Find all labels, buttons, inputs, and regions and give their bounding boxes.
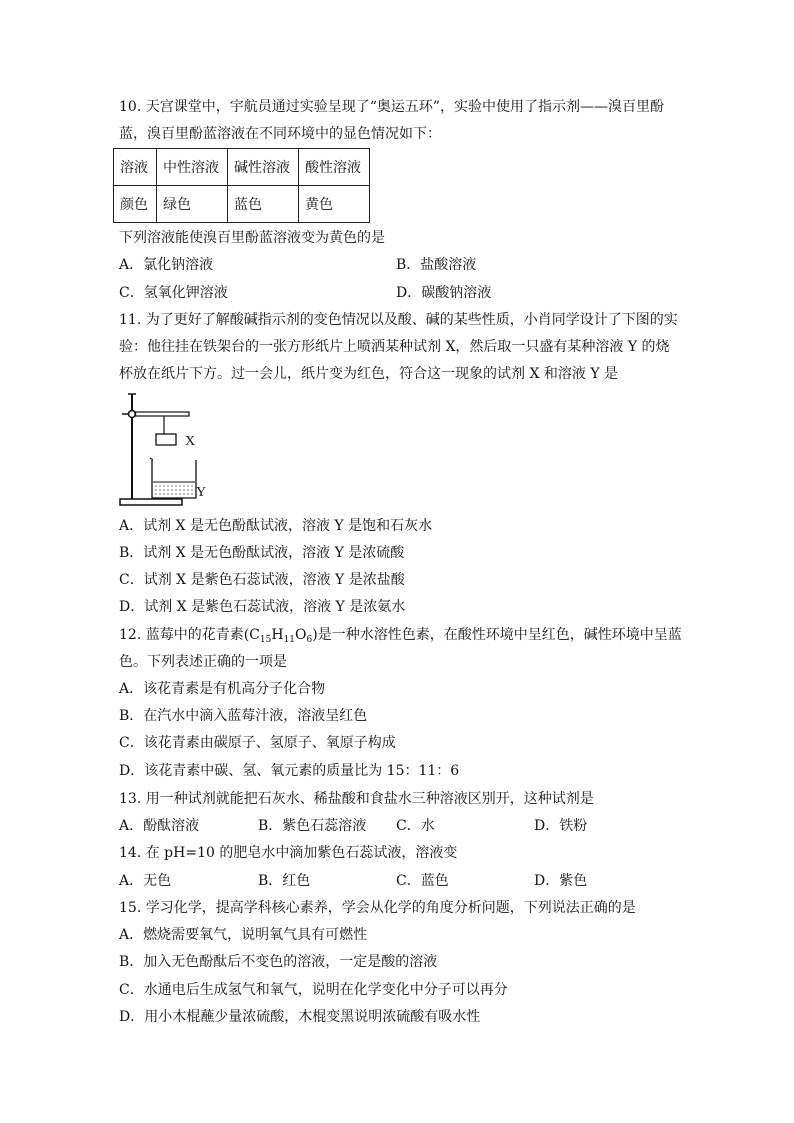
q14-option-b: B．红色	[258, 873, 311, 889]
table-cell: 溶液	[114, 149, 157, 186]
q14-option-c: C．蓝色	[396, 873, 449, 889]
iron-stand-apparatus-figure	[118, 390, 228, 512]
q13-option-b: B．紫色石蕊溶液	[258, 818, 367, 834]
q11-stem-line1: 11. 为了更好了解酸碱指示剂的变色情况以及酸、碱的某些性质，小肖同学设计了下图的实	[119, 312, 678, 328]
q13-stem: 13. 用一种试剂就能把石灰水、稀盐酸和食盐水三种溶液区别开，这种试剂是	[119, 791, 594, 807]
table-cell: 蓝色	[228, 186, 299, 223]
q10-option-a: A．氯化钠溶液	[119, 257, 214, 273]
beaker	[152, 460, 196, 498]
q12-option-c: C．该花青素由碳原子、氢原子、氧原子构成	[119, 735, 396, 751]
q12-option-d: D．该花青素中碳、氢、氧元素的质量比为 15：11：6	[119, 763, 460, 779]
table-row	[114, 149, 370, 186]
stand-base	[120, 499, 182, 505]
paper-square	[156, 434, 176, 445]
table-cell: 颜色	[114, 186, 157, 223]
table-cell: 黄色	[299, 186, 370, 223]
q11-option-c: C．试剂 X 是紫色石蕊试液，溶液 Y 是浓盐酸	[119, 572, 405, 588]
q13-option-a: A．酚酞溶液	[119, 818, 200, 834]
q15-option-a: A．燃烧需要氧气，说明氧气具有可燃性	[119, 927, 368, 943]
table-cell: 绿色	[157, 186, 228, 223]
q11-stem-line2: 验：他往挂在铁架台的一张方形纸片上喷洒某种试剂 X，然后取一只盛有某种溶液 Y 的烧	[119, 339, 670, 355]
table-row	[114, 186, 370, 223]
q10-option-d: D．碳酸钠溶液	[396, 285, 492, 301]
q13-option-c: C．水	[396, 818, 435, 834]
q15-option-b: B．加入无色酚酞后不变色的溶液，一定是酸的溶液	[119, 954, 438, 970]
q10-option-c: C．氢氧化钾溶液	[119, 285, 228, 301]
label-y: Y	[196, 485, 207, 500]
q13-option-d: D．铁粉	[534, 818, 588, 834]
table-cell: 酸性溶液	[299, 149, 370, 186]
label-x: X	[185, 434, 196, 449]
q12-stem-line2: 色。下列表述正确的一项是	[119, 654, 287, 670]
q15-option-c: C．水通电后生成氢气和氧气，说明在化学变化中分子可以再分	[119, 982, 508, 998]
q15-option-d: D．用小木棍蘸少量浓硫酸，木棍变黑说明浓硫酸有吸水性	[119, 1009, 481, 1025]
q10-color-table	[113, 148, 370, 223]
q10-option-b: B．盐酸溶液	[396, 257, 477, 273]
q10-stem-line1: 10. 天宫课堂中，宇航员通过实验呈现了“奥运五环”，实验中使用了指示剂——溴百里酚	[119, 99, 665, 115]
q10-stem-line2: 蓝，溴百里酚蓝溶液在不同环境中的显色情况如下：	[119, 126, 441, 142]
q15-stem: 15. 学习化学，提高学科核心素养，学会从化学的角度分析问题，下列说法正确的是	[119, 900, 636, 916]
q14-option-d: D．紫色	[534, 873, 588, 889]
q11-option-a: A．试剂 X 是无色酚酞试液，溶液 Y 是饱和石灰水	[119, 518, 433, 534]
q11-option-d: D．试剂 X 是紫色石蕊试液，溶液 Y 是浓氨水	[119, 599, 406, 615]
table-cell: 碱性溶液	[228, 149, 299, 186]
q11-option-b: B．试剂 X 是无色酚酞试液，溶液 Y 是浓硫酸	[119, 545, 405, 561]
table-cell: 中性溶液	[157, 149, 228, 186]
liquid-y	[155, 486, 194, 494]
q10-question: 下列溶液能使溴百里酚蓝溶液变为黄色的是	[119, 230, 385, 246]
q14-option-a: A．无色	[119, 873, 172, 889]
clamp-arm	[135, 412, 189, 416]
q12-stem-line1: 12. 蓝莓中的花青素$(C_{15}H_{11}O_6)$是一种水溶性色素，在酸性环境中呈红色，碱性环境中呈蓝	[119, 627, 682, 645]
q14-stem: 14. 在 pH=10 的肥皂水中滴加紫色石蕊试液，溶液变	[119, 845, 458, 861]
q12-option-b: B．在汽水中滴入蓝莓汁液，溶液呈红色	[119, 708, 368, 724]
q12-option-a: A．该花青素是有机高分子化合物	[119, 681, 326, 697]
q11-stem-line3: 杯放在纸片下方。过一会儿，纸片变为红色，符合这一现象的试剂 X 和溶液 Y 是	[119, 366, 619, 382]
